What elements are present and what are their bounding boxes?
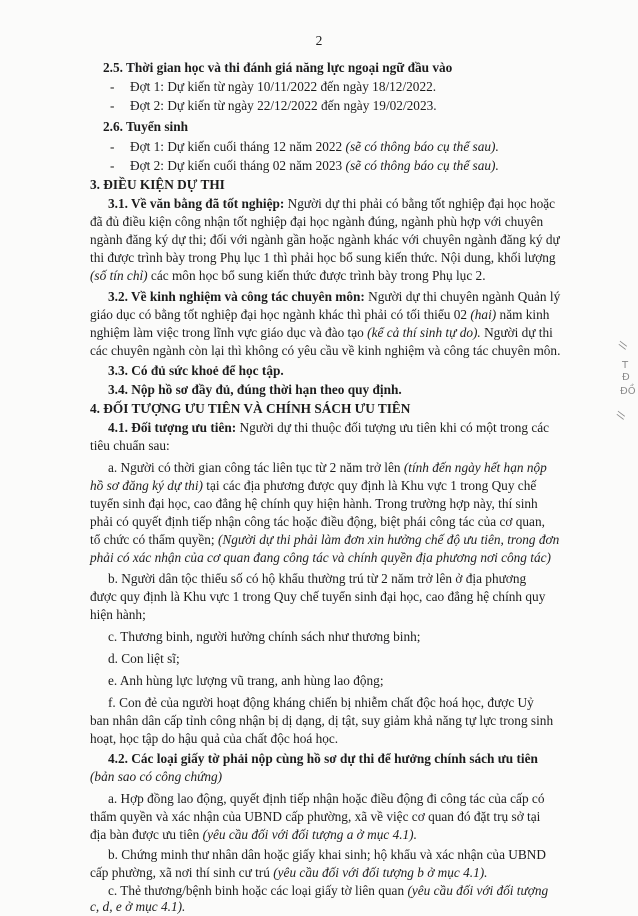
paragraph-line: b. Người dân tộc thiểu số có hộ khẩu thường trú từ 2 năm trở lên ở địa phương: [108, 571, 527, 586]
paragraph-line: phải có quyết định tiếp nhận công tác hoặc điều động, biệt phái công tác của cơ quan,: [90, 514, 545, 529]
section-3-heading: 3. ĐIỀU KIỆN DỰ THI: [90, 177, 225, 192]
bullet-dash: -: [110, 79, 115, 94]
bullet-dash: -: [110, 98, 115, 113]
list-item: c. Thương binh, người hưởng chính sách như thương binh;: [108, 629, 421, 644]
section-2-6-heading: 2.6. Tuyển sinh: [103, 119, 189, 134]
paragraph-line: c, d, e ở mục 4.1).: [90, 899, 186, 914]
section-4-heading: 4. ĐỐI TƯỢNG ƯU TIÊN VÀ CHÍNH SÁCH ƯU TIÊN: [90, 401, 411, 416]
margin-mark: Đ: [622, 372, 630, 383]
section-2-5-heading: 2.5. Thời gian học và thi đánh giá năng lực ngoại ngữ đầu vào: [103, 60, 453, 75]
paragraph-line: được quy định là Khu vực 1 trong Quy chế tuyển sinh đại học, cao đẳng hệ chính quy: [90, 589, 546, 604]
paragraph-line: thi được trình bày trong Phụ lục 1 thì phải học bổ sung kiến thức. Nội dung, khối lượng: [90, 250, 556, 265]
paragraph-line: hồ sơ đăng ký dự thi) tại các địa phương được quy định là Khu vực 1 trong Quy chế: [90, 478, 537, 493]
paragraph-line: ban nhân dân cấp tỉnh công nhận bị dị dạng, dị tật, suy giảm khả năng tự lực trong sinh: [90, 713, 554, 728]
paragraph-line: phải có xác nhận của cơ quan đang công tác và chính quyền địa phương nơi công tác): [90, 550, 551, 565]
paragraph-line: (số tín chỉ) các môn học bổ sung kiến thức được trình bày trong Phụ lục 2.: [90, 268, 486, 283]
paragraph-line: f. Con đẻ của người hoạt động kháng chiến bị nhiễm chất độc hoá học, được Uỷ: [108, 695, 534, 710]
paragraph-line: hiện hành;: [90, 607, 146, 622]
section-3-4: 3.4. Nộp hồ sơ đầy đủ, đúng thời hạn theo quy định.: [108, 382, 402, 397]
page-number: 2: [315, 33, 323, 48]
paragraph-line: 3.2. Về kinh nghiệm và công tác chuyên môn: Người dự thi chuyên ngành Quản lý: [108, 289, 561, 304]
paragraph-line: c. Thẻ thương/bệnh binh hoặc các loại giấy tờ liên quan (yêu cầu đối với đối tượng: [108, 883, 549, 898]
paragraph-line: 4.1. Đối tượng ưu tiên: Người dự thi thuộc đối tượng ưu tiên khi có một trong các: [108, 420, 550, 435]
margin-mark: //: [615, 410, 628, 421]
paragraph-line: tuyển sinh đại học, cao đẳng hệ chính quy hiện hành. Trong trường hợp này, thí sinh: [90, 496, 538, 511]
bullet-dash: -: [110, 158, 115, 173]
list-item: e. Anh hùng lực lượng vũ trang, anh hùng lao động;: [108, 673, 384, 688]
list-item: Đợt 1: Dự kiến cuối tháng 12 năm 2022 (sẽ có thông báo cụ thể sau).: [130, 139, 499, 154]
paragraph-line: các chuyên ngành còn lại thì không có yêu cầu về kinh nghiệm và công tác chuyên môn.: [90, 343, 561, 358]
paragraph-line: tổ chức có thẩm quyền; (Người dự thi phải làm đơn xin hưởng chế độ ưu tiên, trong đơn: [90, 532, 560, 547]
list-item: d. Con liệt sĩ;: [108, 651, 180, 666]
paragraph-line: a. Người có thời gian công tác liên tục từ 2 năm trở lên (tính đến ngày hết hạn nộp: [108, 460, 547, 475]
paragraph-line: nghiệm làm việc trong lĩnh vực giáo dục và đào tạo (kể cả thí sinh tự do). Người dự thi: [90, 325, 553, 340]
margin-mark: ĐỒ: [620, 386, 636, 397]
paragraph-line: b. Chứng minh thư nhân dân hoặc giấy khai sinh; hộ khẩu và xác nhận của UBND: [108, 847, 546, 862]
paragraph-line: thẩm quyền và xác nhận của UBND cấp phường, xã về việc cơ quan đó đặt trụ sở tại: [90, 809, 541, 824]
paragraph-line: ngành đăng ký dự thi; đối với ngành gần hoặc ngành khác với chuyên ngành đăng ký dự: [90, 232, 560, 247]
margin-mark: T: [622, 360, 629, 371]
paragraph-line: hoạt, học tập do hậu quả của chất độc hoá học.: [90, 731, 339, 746]
paragraph-line: đã đủ điều kiện công nhận tốt nghiệp đại học ngành đúng, ngành phù hợp với chuyên: [90, 214, 544, 229]
paragraph-line: tiêu chuẩn sau:: [90, 438, 170, 453]
paragraph-line: 3.1. Về văn bằng đã tốt nghiệp: Người dự thi phải có bằng tốt nghiệp đại học hoặc: [108, 196, 556, 211]
paragraph-line: địa bàn được ưu tiên (yêu cầu đối với đối tượng a ở mục 4.1).: [90, 827, 417, 842]
section-3-3: 3.3. Có đủ sức khoẻ để học tập.: [108, 363, 284, 378]
bullet-dash: -: [110, 139, 115, 154]
paragraph-line: a. Hợp đồng lao động, quyết định tiếp nhận hoặc điều động đi công tác của cấp có: [108, 791, 545, 806]
list-item: Đợt 1: Dự kiến từ ngày 10/11/2022 đến ngày 18/12/2022.: [130, 79, 437, 94]
section-4-2-subtitle: (bản sao có công chứng): [90, 769, 223, 784]
paragraph-line: giáo dục có bằng tốt nghiệp đại học ngành khác thì phải có tối thiểu 02 (hai) năm kinh: [90, 307, 550, 322]
paragraph-line: cấp phường, xã nơi thí sinh cư trú (yêu cầu đối với đối tượng b ở mục 4.1).: [90, 865, 488, 880]
list-item: Đợt 2: Dự kiến từ ngày 22/12/2022 đến ngày 19/02/2023.: [130, 98, 437, 113]
margin-mark: //: [617, 340, 630, 351]
list-item: Đợt 2: Dự kiến cuối tháng 02 năm 2023 (sẽ có thông báo cụ thể sau).: [130, 158, 499, 173]
section-4-2-heading: 4.2. Các loại giấy tờ phải nộp cùng hồ sơ dự thi để hưởng chính sách ưu tiên: [108, 751, 538, 766]
